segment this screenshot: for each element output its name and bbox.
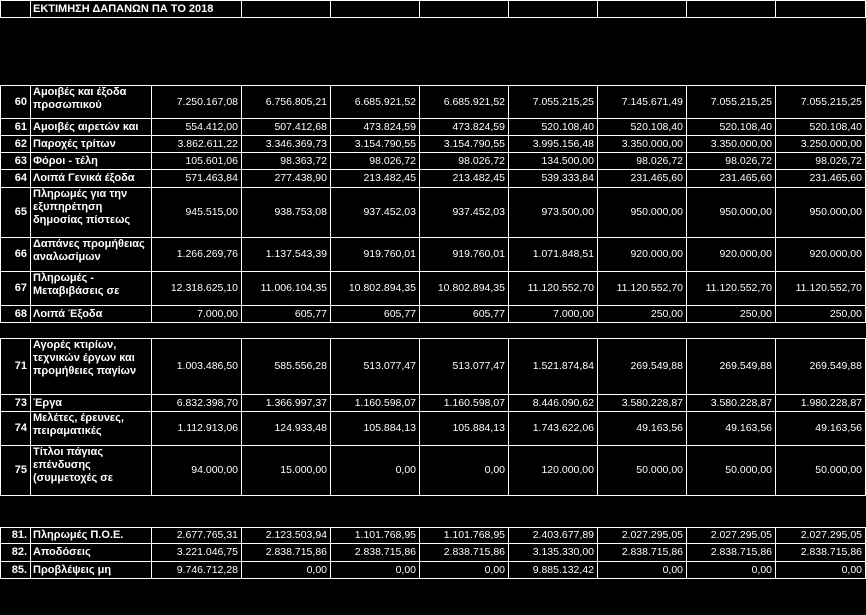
account-code-cell[interactable]: 85. — [0, 562, 31, 579]
blank-cell[interactable] — [242, 0, 331, 18]
amount-cell[interactable]: 1.160.598,07 — [331, 395, 420, 412]
amount-cell[interactable]: 945.515,00 — [152, 188, 242, 238]
amount-cell[interactable]: 250,00 — [687, 306, 776, 323]
table-row — [0, 170, 866, 188]
amount-cell[interactable]: 94.000,00 — [152, 446, 242, 496]
amount-cell[interactable]: 1.521.874,84 — [509, 338, 598, 395]
account-code-cell[interactable]: 66 — [0, 238, 31, 272]
amount-cell[interactable]: 7.250.167,08 — [152, 85, 242, 119]
amount-cell[interactable]: 3.580.228,87 — [687, 395, 776, 412]
table-row — [0, 153, 866, 170]
amount-cell[interactable]: 49.163,56 — [776, 412, 866, 446]
amount-cell[interactable]: 2.403.677,89 — [509, 527, 598, 544]
amount-cell[interactable]: 513.077,47 — [420, 338, 509, 395]
amount-cell[interactable]: 920.000,00 — [598, 238, 687, 272]
amount-cell[interactable]: 11.120.552,70 — [776, 272, 866, 306]
amount-cell[interactable]: 539.333,84 — [509, 170, 598, 188]
account-label-cell[interactable]: Φόροι - τέλη — [31, 153, 152, 170]
blank-cell[interactable] — [0, 0, 31, 18]
amount-cell[interactable]: 1.266.269,76 — [152, 238, 242, 272]
amount-cell[interactable]: 473.824,59 — [331, 119, 420, 136]
amount-cell[interactable]: 571.463,84 — [152, 170, 242, 188]
amount-cell[interactable]: 269.549,88 — [687, 338, 776, 395]
table-row — [0, 338, 866, 395]
amount-cell[interactable]: 938.753,08 — [242, 188, 331, 238]
amount-cell[interactable]: 520.108,40 — [509, 119, 598, 136]
account-code-cell[interactable]: 64 — [0, 170, 31, 188]
amount-cell[interactable]: 2.027.295,05 — [776, 527, 866, 544]
amount-cell[interactable]: 507.412,68 — [242, 119, 331, 136]
table-row — [0, 306, 866, 323]
amount-cell[interactable]: 950.000,00 — [776, 188, 866, 238]
account-code-cell[interactable]: 65 — [0, 188, 31, 238]
table-row — [0, 544, 866, 562]
table-row — [0, 188, 866, 238]
account-label-cell[interactable]: Δαπάνες προμήθειας αναλωσίμων — [31, 238, 152, 272]
amount-cell[interactable]: 0,00 — [331, 562, 420, 579]
table-row — [0, 272, 866, 306]
amount-cell[interactable]: 11.120.552,70 — [509, 272, 598, 306]
amount-cell[interactable]: 9.746.712,28 — [152, 562, 242, 579]
table-row — [0, 446, 866, 496]
amount-cell[interactable]: 3.346.369,73 — [242, 136, 331, 153]
amount-cell[interactable]: 98.026,72 — [420, 153, 509, 170]
sheet-title[interactable]: ΕΚΤΙΜΗΣΗ ΔΑΠΑΝΩΝ ΠΑ ΤΟ 2018 — [31, 0, 242, 18]
amount-cell[interactable]: 7.055.215,25 — [509, 85, 598, 119]
account-code-cell[interactable]: 81. — [0, 527, 31, 544]
account-label-cell[interactable]: Πληρωμές - Μεταβιβάσεις σε — [31, 272, 152, 306]
amount-cell[interactable]: 11.120.552,70 — [598, 272, 687, 306]
table-row — [0, 85, 866, 119]
blank-cell[interactable] — [687, 0, 776, 18]
account-code-cell[interactable]: 63 — [0, 153, 31, 170]
amount-cell[interactable]: 49.163,56 — [598, 412, 687, 446]
amount-cell[interactable]: 3.135.330,00 — [509, 544, 598, 562]
amount-cell[interactable]: 950.000,00 — [598, 188, 687, 238]
amount-cell[interactable]: 585.556,28 — [242, 338, 331, 395]
amount-cell[interactable]: 3.995.156,48 — [509, 136, 598, 153]
amount-cell[interactable]: 98.026,72 — [687, 153, 776, 170]
amount-cell[interactable]: 0,00 — [687, 562, 776, 579]
blank-cell[interactable] — [509, 0, 598, 18]
amount-cell[interactable]: 134.500,00 — [509, 153, 598, 170]
amount-cell[interactable]: 124.933,48 — [242, 412, 331, 446]
amount-cell[interactable]: 3.221.046,75 — [152, 544, 242, 562]
account-label-cell[interactable]: Αποδόσεις — [31, 544, 152, 562]
amount-cell[interactable]: 2.027.295,05 — [598, 527, 687, 544]
amount-cell[interactable]: 231.465,60 — [687, 170, 776, 188]
account-code-cell[interactable]: 71 — [0, 338, 31, 395]
amount-cell[interactable]: 3.250.000,00 — [776, 136, 866, 153]
account-code-cell[interactable]: 67 — [0, 272, 31, 306]
table-row — [0, 395, 866, 412]
amount-cell[interactable]: 6.685.921,52 — [331, 85, 420, 119]
account-label-cell[interactable]: Αμοιβές αιρετών και — [31, 119, 152, 136]
amount-cell[interactable]: 2.838.715,86 — [687, 544, 776, 562]
amount-cell[interactable]: 1.003.486,50 — [152, 338, 242, 395]
amount-cell[interactable]: 919.760,01 — [331, 238, 420, 272]
amount-cell[interactable]: 3.154.790,55 — [420, 136, 509, 153]
account-code-cell[interactable]: 75 — [0, 446, 31, 496]
blank-cell[interactable] — [420, 0, 509, 18]
amount-cell[interactable]: 554.412,00 — [152, 119, 242, 136]
table-row — [0, 238, 866, 272]
amount-cell[interactable]: 950.000,00 — [687, 188, 776, 238]
amount-cell[interactable]: 1.101.768,95 — [420, 527, 509, 544]
account-label-cell[interactable]: Έργα — [31, 395, 152, 412]
account-label-cell[interactable]: Αμοιβές και έξοδα προσωπικού — [31, 85, 152, 119]
amount-cell[interactable]: 0,00 — [420, 562, 509, 579]
amount-cell[interactable]: 10.802.894,35 — [331, 272, 420, 306]
amount-cell[interactable]: 269.549,88 — [776, 338, 866, 395]
amount-cell[interactable]: 3.580.228,87 — [598, 395, 687, 412]
amount-cell[interactable]: 973.500,00 — [509, 188, 598, 238]
account-code-cell[interactable]: 74 — [0, 412, 31, 446]
title-row — [0, 0, 866, 18]
amount-cell[interactable]: 50.000,00 — [776, 446, 866, 496]
amount-cell[interactable]: 3.862.611,22 — [152, 136, 242, 153]
account-label-cell[interactable]: Πληρωμές Π.Ο.Ε. — [31, 527, 152, 544]
table-row — [0, 562, 866, 579]
amount-cell[interactable]: 605,77 — [242, 306, 331, 323]
account-label-cell[interactable]: Αγορές κτιρίων, τεχνικών έργων και προμήθειες παγίων — [31, 338, 152, 395]
table-row — [0, 136, 866, 153]
amount-cell[interactable]: 98.363,72 — [242, 153, 331, 170]
amount-cell[interactable]: 98.026,72 — [598, 153, 687, 170]
blank-cell[interactable] — [331, 0, 420, 18]
amount-cell[interactable]: 7.000,00 — [152, 306, 242, 323]
amount-cell[interactable]: 937.452,03 — [420, 188, 509, 238]
amount-cell[interactable]: 7.000,00 — [509, 306, 598, 323]
amount-cell[interactable]: 520.108,40 — [776, 119, 866, 136]
amount-cell[interactable]: 213.482,45 — [331, 170, 420, 188]
amount-cell[interactable]: 231.465,60 — [776, 170, 866, 188]
amount-cell[interactable]: 105.884,13 — [420, 412, 509, 446]
account-label-cell[interactable]: Τίτλοι πάγιας επένδυσης (συμμετοχές σε — [31, 446, 152, 496]
amount-cell[interactable]: 8.446.090,62 — [509, 395, 598, 412]
amount-cell[interactable]: 231.465,60 — [598, 170, 687, 188]
amount-cell[interactable]: 6.756.805,21 — [242, 85, 331, 119]
account-label-cell[interactable]: Μελέτες, έρευνες, πειραματικές — [31, 412, 152, 446]
amount-cell[interactable]: 10.802.894,35 — [420, 272, 509, 306]
amount-cell[interactable]: 919.760,01 — [420, 238, 509, 272]
account-label-cell[interactable]: Πληρωμές για την εξυπηρέτηση δημοσίας πίστεως — [31, 188, 152, 238]
account-label-cell[interactable]: Προβλέψεις μη — [31, 562, 152, 579]
amount-cell[interactable]: 250,00 — [776, 306, 866, 323]
amount-cell[interactable]: 2.027.295,05 — [687, 527, 776, 544]
amount-cell[interactable]: 11.120.552,70 — [687, 272, 776, 306]
amount-cell[interactable]: 1.743.622,06 — [509, 412, 598, 446]
blank-cell[interactable] — [776, 0, 866, 18]
amount-cell[interactable]: 12.318.625,10 — [152, 272, 242, 306]
amount-cell[interactable]: 1.366.997,37 — [242, 395, 331, 412]
amount-cell[interactable]: 277.438,90 — [242, 170, 331, 188]
account-label-cell[interactable]: Λοιπά Γενικά έξοδα — [31, 170, 152, 188]
amount-cell[interactable]: 3.350.000,00 — [687, 136, 776, 153]
account-label-cell[interactable]: Λοιπά Έξοδα — [31, 306, 152, 323]
amount-cell[interactable]: 2.838.715,86 — [420, 544, 509, 562]
amount-cell[interactable]: 605,77 — [420, 306, 509, 323]
amount-cell[interactable]: 2.838.715,86 — [776, 544, 866, 562]
amount-cell[interactable]: 0,00 — [598, 562, 687, 579]
amount-cell[interactable]: 2.838.715,86 — [331, 544, 420, 562]
amount-cell[interactable]: 105.601,06 — [152, 153, 242, 170]
amount-cell[interactable]: 605,77 — [331, 306, 420, 323]
account-code-cell[interactable]: 61 — [0, 119, 31, 136]
amount-cell[interactable]: 1.980.228,87 — [776, 395, 866, 412]
amount-cell[interactable]: 0,00 — [242, 562, 331, 579]
amount-cell[interactable]: 6.685.921,52 — [420, 85, 509, 119]
amount-cell[interactable]: 520.108,40 — [598, 119, 687, 136]
amount-cell[interactable]: 2.838.715,86 — [598, 544, 687, 562]
amount-cell[interactable]: 105.884,13 — [331, 412, 420, 446]
account-code-cell[interactable]: 82. — [0, 544, 31, 562]
account-code-cell[interactable]: 62 — [0, 136, 31, 153]
amount-cell[interactable]: 2.838.715,86 — [242, 544, 331, 562]
amount-cell[interactable]: 6.832.398,70 — [152, 395, 242, 412]
amount-cell[interactable]: 213.482,45 — [420, 170, 509, 188]
account-code-cell[interactable]: 60 — [0, 85, 31, 119]
amount-cell[interactable]: 520.108,40 — [687, 119, 776, 136]
amount-cell[interactable]: 920.000,00 — [776, 238, 866, 272]
amount-cell[interactable]: 120.000,00 — [509, 446, 598, 496]
blank-cell[interactable] — [598, 0, 687, 18]
amount-cell[interactable]: 98.026,72 — [776, 153, 866, 170]
table-row — [0, 527, 866, 544]
amount-cell[interactable]: 9.885.132,42 — [509, 562, 598, 579]
amount-cell[interactable]: 937.452,03 — [331, 188, 420, 238]
amount-cell[interactable]: 7.055.215,25 — [776, 85, 866, 119]
account-label-cell[interactable]: Παροχές τρίτων — [31, 136, 152, 153]
amount-cell[interactable]: 11.006.104,35 — [242, 272, 331, 306]
amount-cell[interactable]: 50.000,00 — [687, 446, 776, 496]
amount-cell[interactable]: 473.824,59 — [420, 119, 509, 136]
amount-cell[interactable]: 0,00 — [776, 562, 866, 579]
amount-cell[interactable]: 250,00 — [598, 306, 687, 323]
amount-cell[interactable]: 920.000,00 — [687, 238, 776, 272]
amount-cell[interactable]: 1.101.768,95 — [331, 527, 420, 544]
amount-cell[interactable]: 0,00 — [331, 446, 420, 496]
amount-cell[interactable]: 3.350.000,00 — [598, 136, 687, 153]
table-row — [0, 412, 866, 446]
amount-cell[interactable]: 98.026,72 — [331, 153, 420, 170]
amount-cell[interactable]: 49.163,56 — [687, 412, 776, 446]
amount-cell[interactable]: 50.000,00 — [598, 446, 687, 496]
account-code-cell[interactable]: 68 — [0, 306, 31, 323]
amount-cell[interactable]: 3.154.790,55 — [331, 136, 420, 153]
amount-cell[interactable]: 7.055.215,25 — [687, 85, 776, 119]
amount-cell[interactable]: 1.137.543,39 — [242, 238, 331, 272]
amount-cell[interactable]: 7.145.671,49 — [598, 85, 687, 119]
amount-cell[interactable]: 513.077,47 — [331, 338, 420, 395]
amount-cell[interactable]: 1.160.598,07 — [420, 395, 509, 412]
amount-cell[interactable]: 2.677.765,31 — [152, 527, 242, 544]
table-row — [0, 119, 866, 136]
amount-cell[interactable]: 1.112.913,06 — [152, 412, 242, 446]
amount-cell[interactable]: 1.071.848,51 — [509, 238, 598, 272]
amount-cell[interactable]: 0,00 — [420, 446, 509, 496]
amount-cell[interactable]: 269.549,88 — [598, 338, 687, 395]
amount-cell[interactable]: 2.123.503,94 — [242, 527, 331, 544]
account-code-cell[interactable]: 73 — [0, 395, 31, 412]
amount-cell[interactable]: 15.000,00 — [242, 446, 331, 496]
